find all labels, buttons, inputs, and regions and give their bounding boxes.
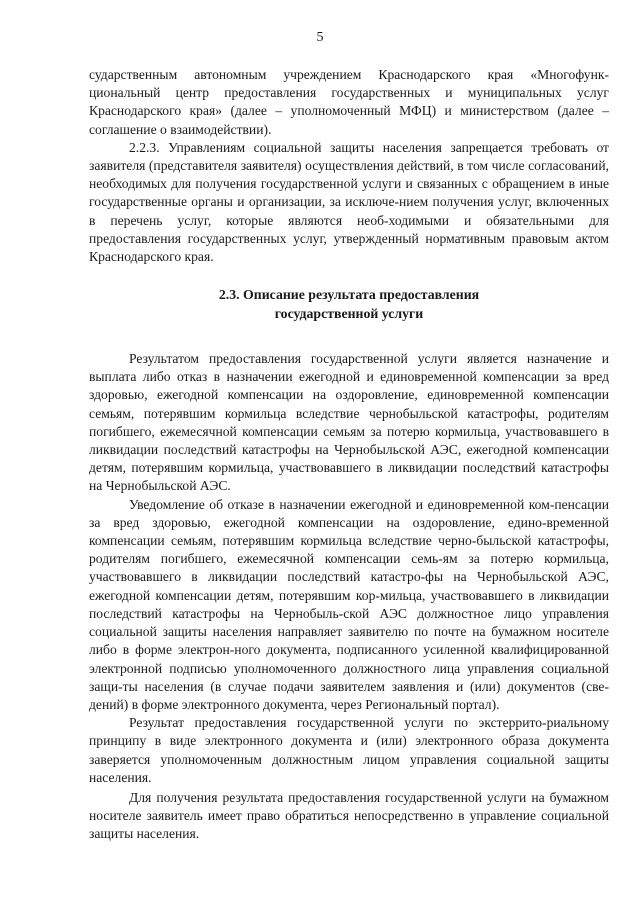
paragraph-extraterritorial: Результат предоставления государственной услуги по экстеррито-риальному принципу в виде электронного документа и (или) электронного образа документа заверяется уполномоченным должностным лицом управления социальной защиты населения. bbox=[89, 715, 609, 785]
section-heading-line-1: 2.3. Описание результата предоставления bbox=[218, 287, 480, 303]
document-body bbox=[89, 66, 609, 844]
paragraph-paper-medium: Для получения результата предоставления государственной услуги на бумажном носителе заявитель имеет право обратиться непосредственно в управление социальной защиты населения. bbox=[89, 789, 609, 842]
section-heading-line-2: государственной услуги bbox=[274, 305, 424, 321]
paragraph-notice: Уведомление об отказе в назначении ежегодной и единовременной ком-пенсации за вред здоровью, ежегодной компенсации на оздоровление, едино-временной компенсации семьям, потерявшим кормильца вследствие черно-быльской катастрофы, родителям погибшего, ежемесячной компенсации семь-ям за потерю кормильца, участвовавшего в ликвидации последствий катастро-фы на Чернобыльской АЭС, ежегодной компенсации детям, потерявшим кор-мильца, участвовавшего в ликвидации последствий катастрофы на Чернобыль-ской АЭС должностное лицо управления социальной защиты населения направляет заявителю по почте на бумажном носителе либо в форме электрон-ного документа, подписанного усиленной квалифицированной электронной подписью уполномоченного должностного лица управления социальной защи-ты населения (в случае подачи заявителем заявления и (или) документов (све-дений) в форме электронного документа, через Региональный портал). bbox=[89, 496, 609, 712]
paragraph-result: Результатом предоставления государственной услуги является назначение и выплата либо отказ в назначении ежегодной и единовременной компенсации за вред здоровью, ежегодной компенсации на оздоровление, единовременной компенсации семьям, потерявшим кормильца вследствие чернобыльской катастрофы, родителям погибшего, ежемесячной компенсации семьям за потерю кормильца, участвовавшего в ликвидации последствий катастрофы на Чернобыльской АЭС, ежегодной компенсации детям, потерявшим кормильца, участвовавшего в ликвидации последствий катастрофы на Чернобыльской АЭС. bbox=[89, 351, 609, 494]
page-number: 5 bbox=[316, 30, 324, 45]
paragraph-2-2-3: 2.2.3. Управлениям социальной защиты населения запрещается требовать от заявителя (представителя заявителя) осуществления действий, в том числе согласований, необходимых для получения государственной услуги и связанных с обращением в иные государственные органы и организации, за исключе-нием получения услуг, включенных в перечень услуг, которые являются необ-ходимыми и обязательными для предоставления государственных услуг, утвержденный нормативным правовым актом Краснодарского края. bbox=[89, 139, 609, 265]
section-heading-2-3 bbox=[89, 286, 609, 323]
paragraph-continuation: сударственным автономным учреждением Краснодарского края «Многофунк-циональный центр предоставления государственных и муниципальных услуг Краснодарского края» (далее – уполномоченный МФЦ) и министерством (далее – соглашение о взаимодействии). bbox=[89, 67, 609, 137]
